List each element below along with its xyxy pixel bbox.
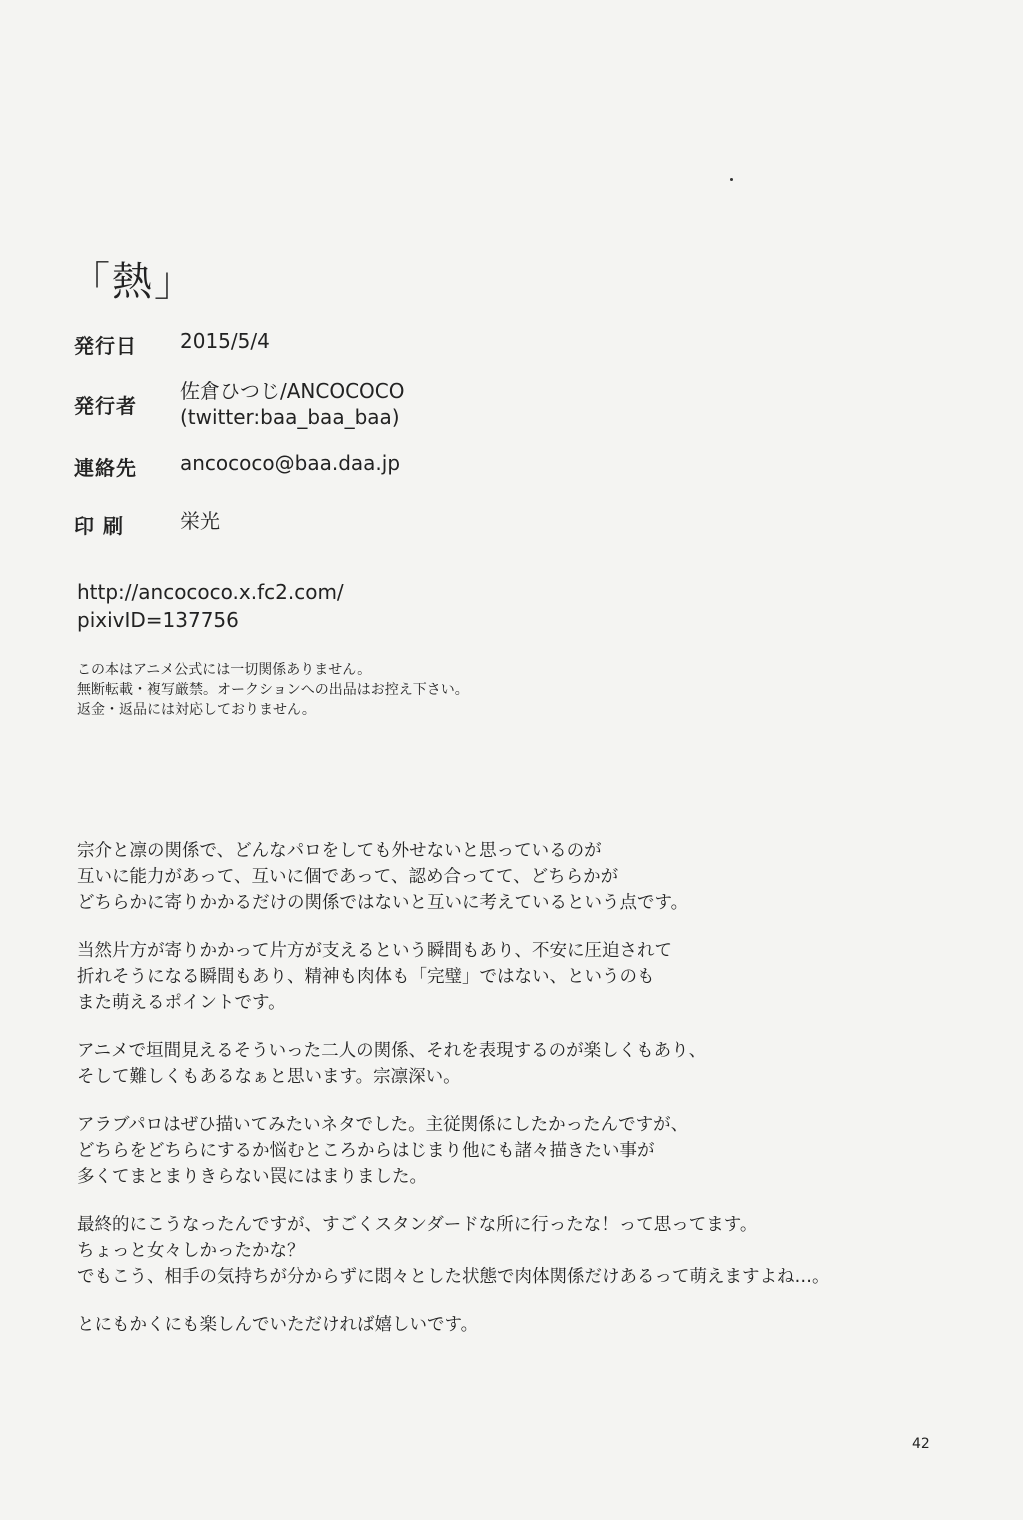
afterword-line: 折れそうになる瞬間もあり、精神も肉体も「完璧」ではない、というのも [77, 967, 655, 987]
printing-label: 印 刷 [74, 514, 124, 538]
note-line: 返金・返品には対応しておりません。 [77, 702, 316, 718]
publisher-twitter: (twitter:baa_baa_baa) [180, 405, 400, 429]
afterword-line: アラブパロはぜひ描いてみたいネタでした。主従関係にしたかったんですが、 [77, 1115, 689, 1135]
afterword-paragraph [77, 838, 977, 916]
printing-value: 栄光 [180, 509, 220, 533]
afterword [77, 838, 977, 1360]
afterword-paragraph [77, 1212, 977, 1290]
issue-date-label: 発行日 [74, 334, 137, 358]
afterword-line: アニメで垣間見えるそういった二人の関係、それを表現するのが楽しくもあり、 [77, 1041, 707, 1061]
contact-label: 連絡先 [74, 456, 137, 480]
note-line: この本はアニメ公式には一切関係ありません。 [77, 662, 372, 678]
publisher-label: 発行者 [74, 394, 137, 418]
print-speck [730, 178, 733, 181]
afterword-paragraph [77, 1038, 977, 1090]
notes-block [77, 660, 469, 720]
afterword-line: 互いに能力があって、互いに個であって、認め合ってて、どちらかが [77, 867, 619, 887]
website-url: http://ancococo.x.fc2.com/ [77, 580, 344, 604]
page-title: 「熱」 [70, 259, 196, 305]
issue-date-value: 2015/5/4 [180, 329, 270, 353]
afterword-line: 最終的にこうなったんですが、すごくスタンダードな所に行ったな！って思ってます。 [77, 1215, 758, 1235]
afterword-line: どちらをどちらにするか悩むところからはじまり他にも諸々描きたい事が [77, 1141, 655, 1161]
afterword-paragraph [77, 938, 977, 1016]
afterword-line: とにもかくにも楽しんでいただければ嬉しいです。 [77, 1315, 479, 1335]
afterword-line: そして難しくもあるなぁと思います。宗凛深い。 [77, 1067, 461, 1087]
afterword-line: ちょっと女々しかったかな？ [77, 1241, 305, 1261]
afterword-paragraph [77, 1312, 977, 1338]
afterword-line: 当然片方が寄りかかって片方が支えるという瞬間もあり、不安に圧迫されて [77, 941, 672, 961]
contact-value: ancococo@baa.daa.jp [180, 451, 401, 475]
afterword-line: でもこう、相手の気持ちが分からずに悶々とした状態で肉体関係だけあるって萌えますよね…。 [77, 1267, 830, 1287]
afterword-line: 宗介と凛の関係で、どんなパロをしても外せないと思っているのが [77, 841, 602, 861]
note-line: 無断転載・複写厳禁。オークションへの出品はお控え下さい。 [77, 682, 469, 698]
afterword-line: 多くてまとまりきらない罠にはまりました。 [77, 1167, 427, 1187]
afterword-line: どちらかに寄りかかるだけの関係ではないと互いに考えているという点です。 [77, 893, 689, 913]
afterword-paragraph [77, 1112, 977, 1190]
page-number: 42 [912, 1436, 930, 1452]
publisher-value: 佐倉ひつじ/ANCOCOCO [180, 379, 405, 403]
pixiv-id: pixivID=137756 [77, 608, 239, 632]
links-block [77, 578, 344, 634]
afterword-line: また萌えるポイントです。 [77, 993, 286, 1013]
